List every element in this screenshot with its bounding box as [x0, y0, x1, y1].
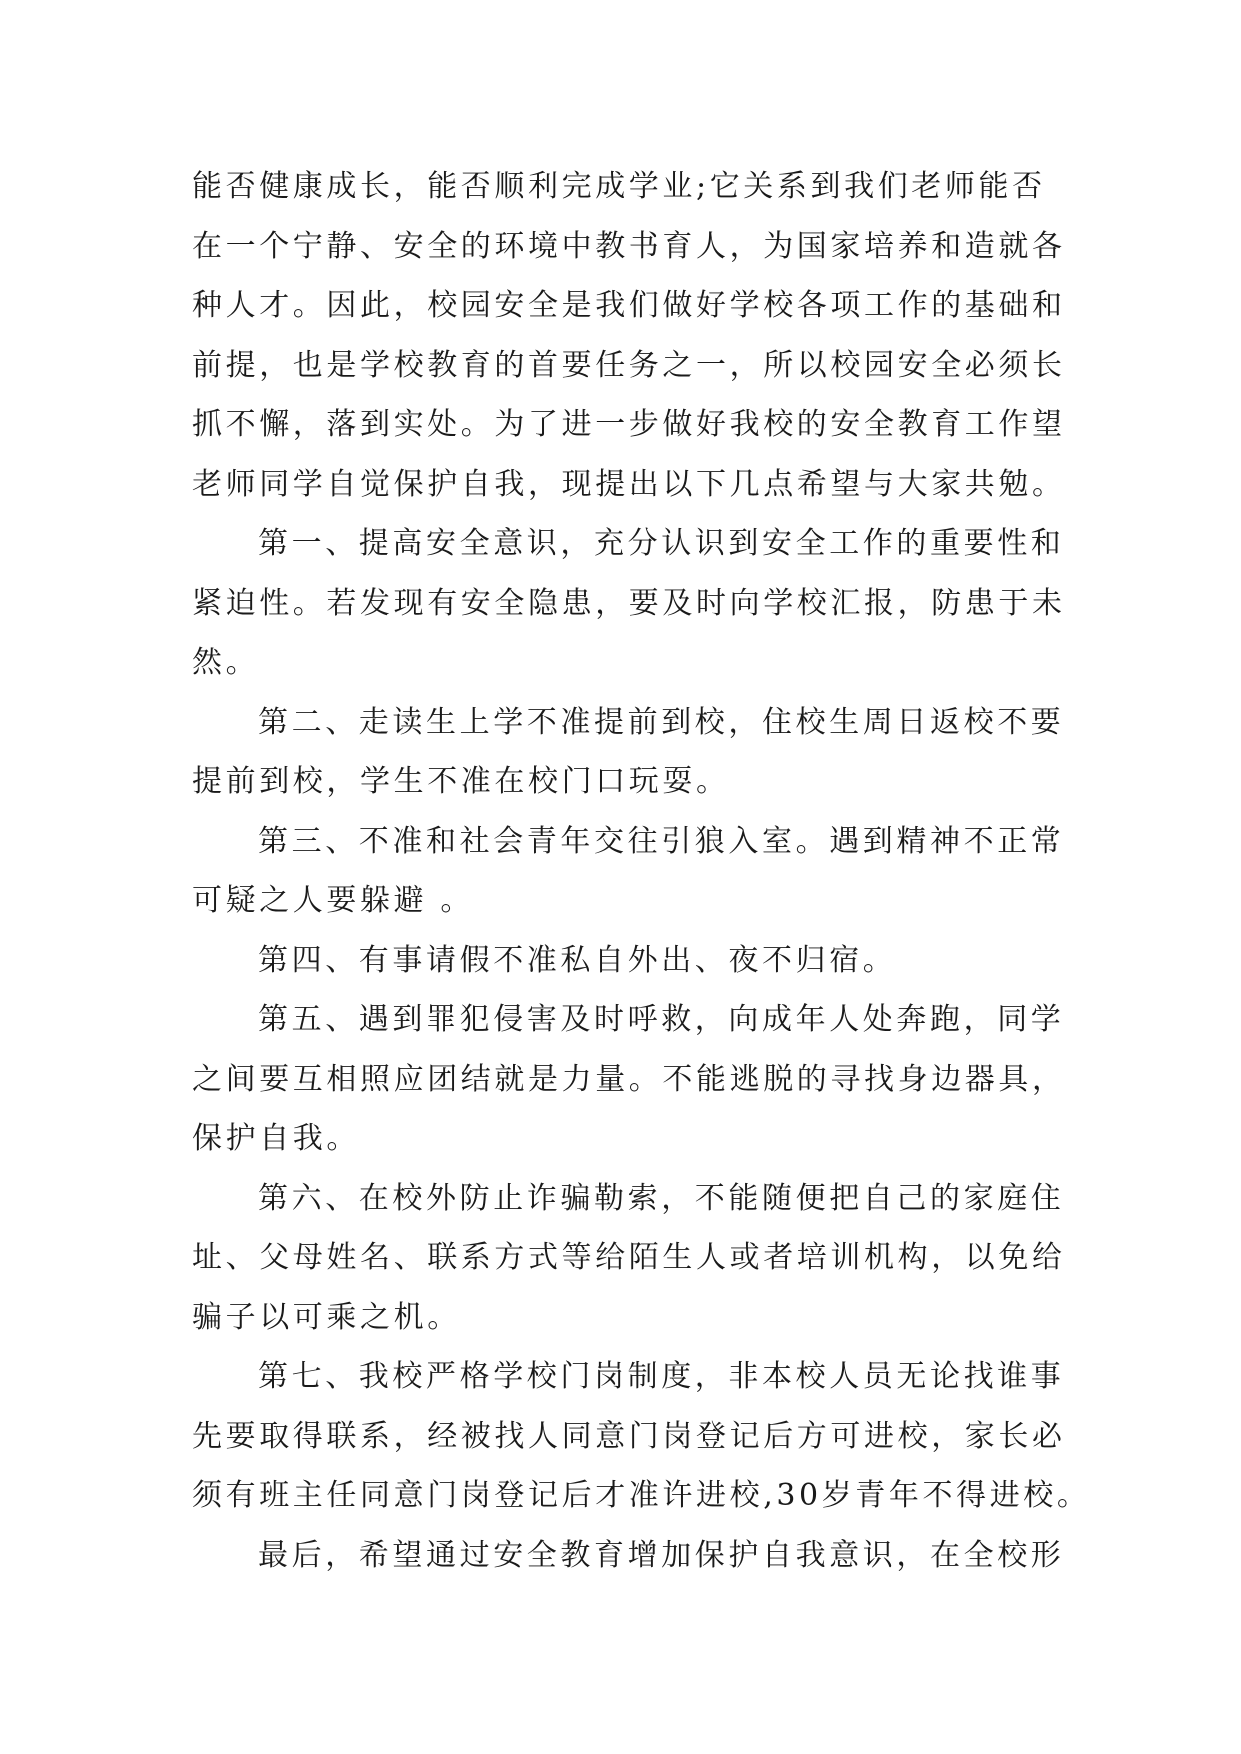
text-line: 种人才。因此，校园安全是我们做好学校各项工作的基础和	[192, 288, 1066, 323]
paragraph-first-line: 第六、在校外防止诈骗勒索，不能随便把自己的家庭住	[258, 1180, 1065, 1216]
paragraph-first-line: 第七、我校严格学校门岗制度，非本校人员无论找谁事	[258, 1359, 1065, 1394]
text-line: 之间要互相照应团结就是力量。不能逃脱的寻找身边器具，	[192, 1061, 1066, 1097]
paragraph-first-line: 最后，希望通过安全教育增加保护自我意识，在全校形	[258, 1537, 1065, 1573]
body-text	[192, 157, 1091, 1585]
text-line: 紧迫性。若发现有安全隐患，要及时向学校汇报，防患于未	[192, 585, 1066, 621]
text-line: 抓不懈，落到实处。为了进一步做好我校的安全教育工作望	[192, 407, 1066, 442]
text-line: 须有班主任同意门岗登记后才准许进校,30岁青年不得进校。	[192, 1478, 1091, 1513]
text-line: 先要取得联系，经被找人同意门岗登记后方可进校，家长必	[192, 1418, 1066, 1454]
paragraph-first-line: 第二、走读生上学不准提前到校，住校生周日返校不要	[258, 704, 1065, 740]
paragraph-first-line: 第四、有事请假不准私自外出、夜不归宿。	[258, 942, 897, 978]
paragraph-first-line: 第一、提高安全意识，充分认识到安全工作的重要性和	[258, 526, 1065, 561]
text-line: 然。	[192, 645, 260, 680]
paragraph-first-line: 第三、不准和社会青年交往引狼入室。遇到精神不正常	[258, 823, 1065, 859]
text-line: 在一个宁静、安全的环境中教书育人，为国家培养和造就各	[192, 228, 1066, 264]
text-line: 前提，也是学校教育的首要任务之一，所以校园安全必须长	[192, 347, 1066, 383]
text-line: 可疑之人要躲避 。	[192, 883, 474, 918]
text-line: 保护自我。	[192, 1121, 360, 1156]
text-line: 骗子以可乘之机。	[192, 1299, 461, 1335]
paragraph-first-line: 第五、遇到罪犯侵害及时呼救，向成年人处奔跑，同学	[258, 1002, 1065, 1037]
text-line: 能否健康成长，能否顺利完成学业;它关系到我们老师能否	[192, 169, 1046, 204]
text-line: 老师同学自觉保护自我，现提出以下几点希望与大家共勉。	[192, 466, 1066, 502]
text-line: 址、父母姓名、联系方式等给陌生人或者培训机构，以免给	[192, 1240, 1066, 1275]
text-line: 提前到校，学生不准在校门口玩耍。	[192, 764, 730, 799]
